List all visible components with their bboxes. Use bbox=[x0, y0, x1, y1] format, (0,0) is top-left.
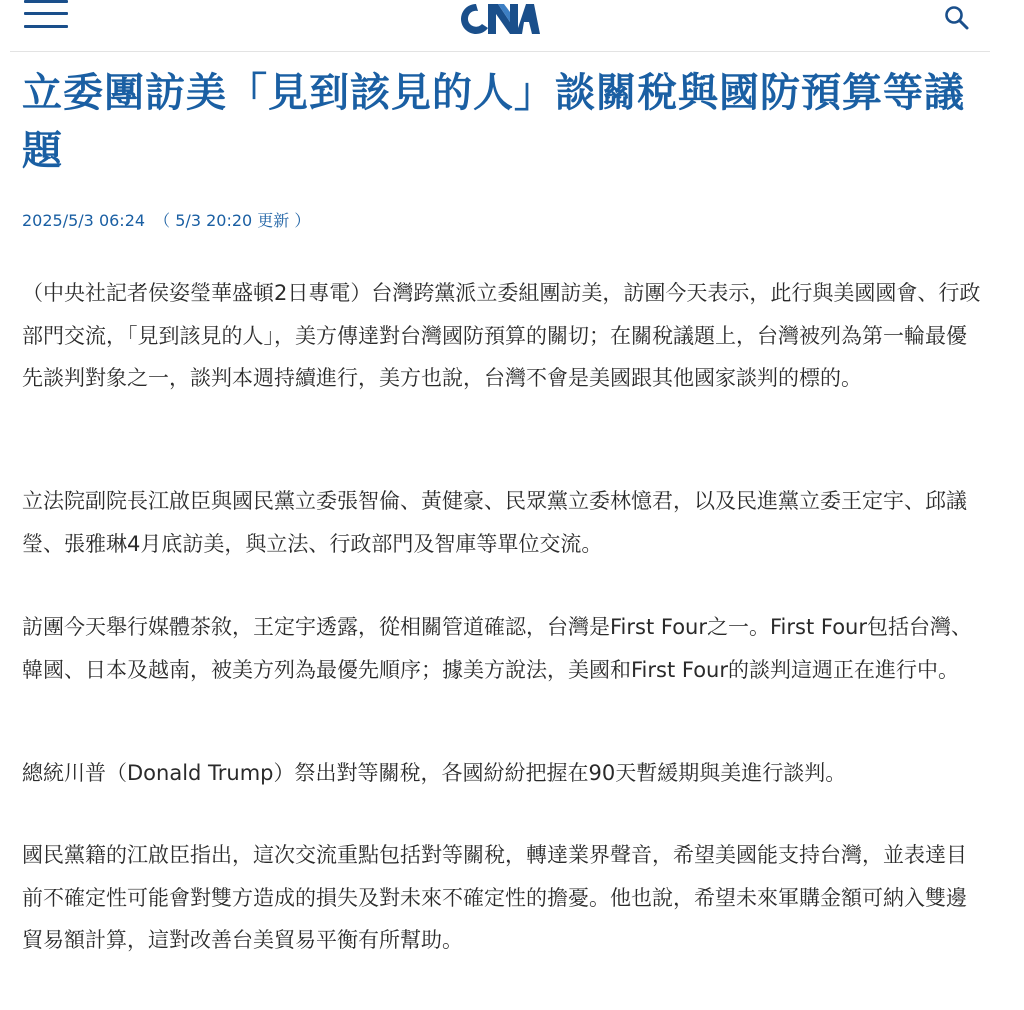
publish-time: 2025/5/3 06:24 bbox=[22, 211, 146, 230]
article-paragraph: 國民黨籍的江啟臣指出，這次交流重點包括對等關稅，轉達業界聲音，希望美國能支持台灣，並表達目前不確定性可能會對雙方造成的損失及對未來不確定性的擔憂。他也說，希望未來軍購金額可納入雙邊貿易額計算，這對改善台美貿易平衡有所幫助。 bbox=[22, 843, 967, 952]
menu-bar bbox=[24, 0, 68, 3]
search-icon[interactable] bbox=[943, 4, 971, 32]
article-paragraph: 立法院副院長江啟臣與國民黨立委張智倫、黃健豪、民眾黨立委林憶君，以及民進黨立委王定宇、邱議瑩、張雅琳4月底訪美，與立法、行政部門及智庫等單位交流。 bbox=[22, 489, 967, 556]
article-title: 立委團訪美「見到該見的人」談關稅與國防預算等議題 bbox=[22, 70, 965, 174]
update-time: （ 5/3 20:20 更新 ） bbox=[154, 211, 311, 230]
hamburger-menu-icon[interactable] bbox=[22, 0, 70, 34]
menu-bar bbox=[24, 25, 68, 28]
cna-logo-svg bbox=[458, 0, 540, 36]
cna-logo-icon[interactable] bbox=[458, 0, 540, 36]
header-divider bbox=[10, 51, 990, 52]
article-body bbox=[22, 272, 982, 952]
menu-bar bbox=[24, 12, 68, 15]
article-paragraph: 訪團今天舉行媒體茶敘，王定宇透露，從相關管道確認，台灣是First Four之一。First Four包括台灣、韓國、日本及越南，被美方列為最優先順序；據美方說法，美國和First Four的談判這週正在進行中。 bbox=[22, 615, 972, 682]
search-icon-svg bbox=[943, 4, 971, 32]
site-header bbox=[0, 0, 1024, 52]
article-paragraph: 總統川普（Donald Trump）祭出對等關稅，各國紛紛把握在90天暫緩期與美進行談判。 bbox=[22, 761, 847, 785]
article-dateline bbox=[22, 209, 310, 233]
article-paragraph: （中央社記者侯姿瑩華盛頓2日專電）台灣跨黨派立委組團訪美，訪團今天表示，此行與美國國會、行政部門交流，「見到該見的人」，美方傳達對台灣國防預算的關切；在關稅議題上，台灣被列為第一輪最優先談判對象之一，談判本週持續進行，美方也說，台灣不會是美國跟其他國家談判的標的。 bbox=[22, 281, 981, 390]
